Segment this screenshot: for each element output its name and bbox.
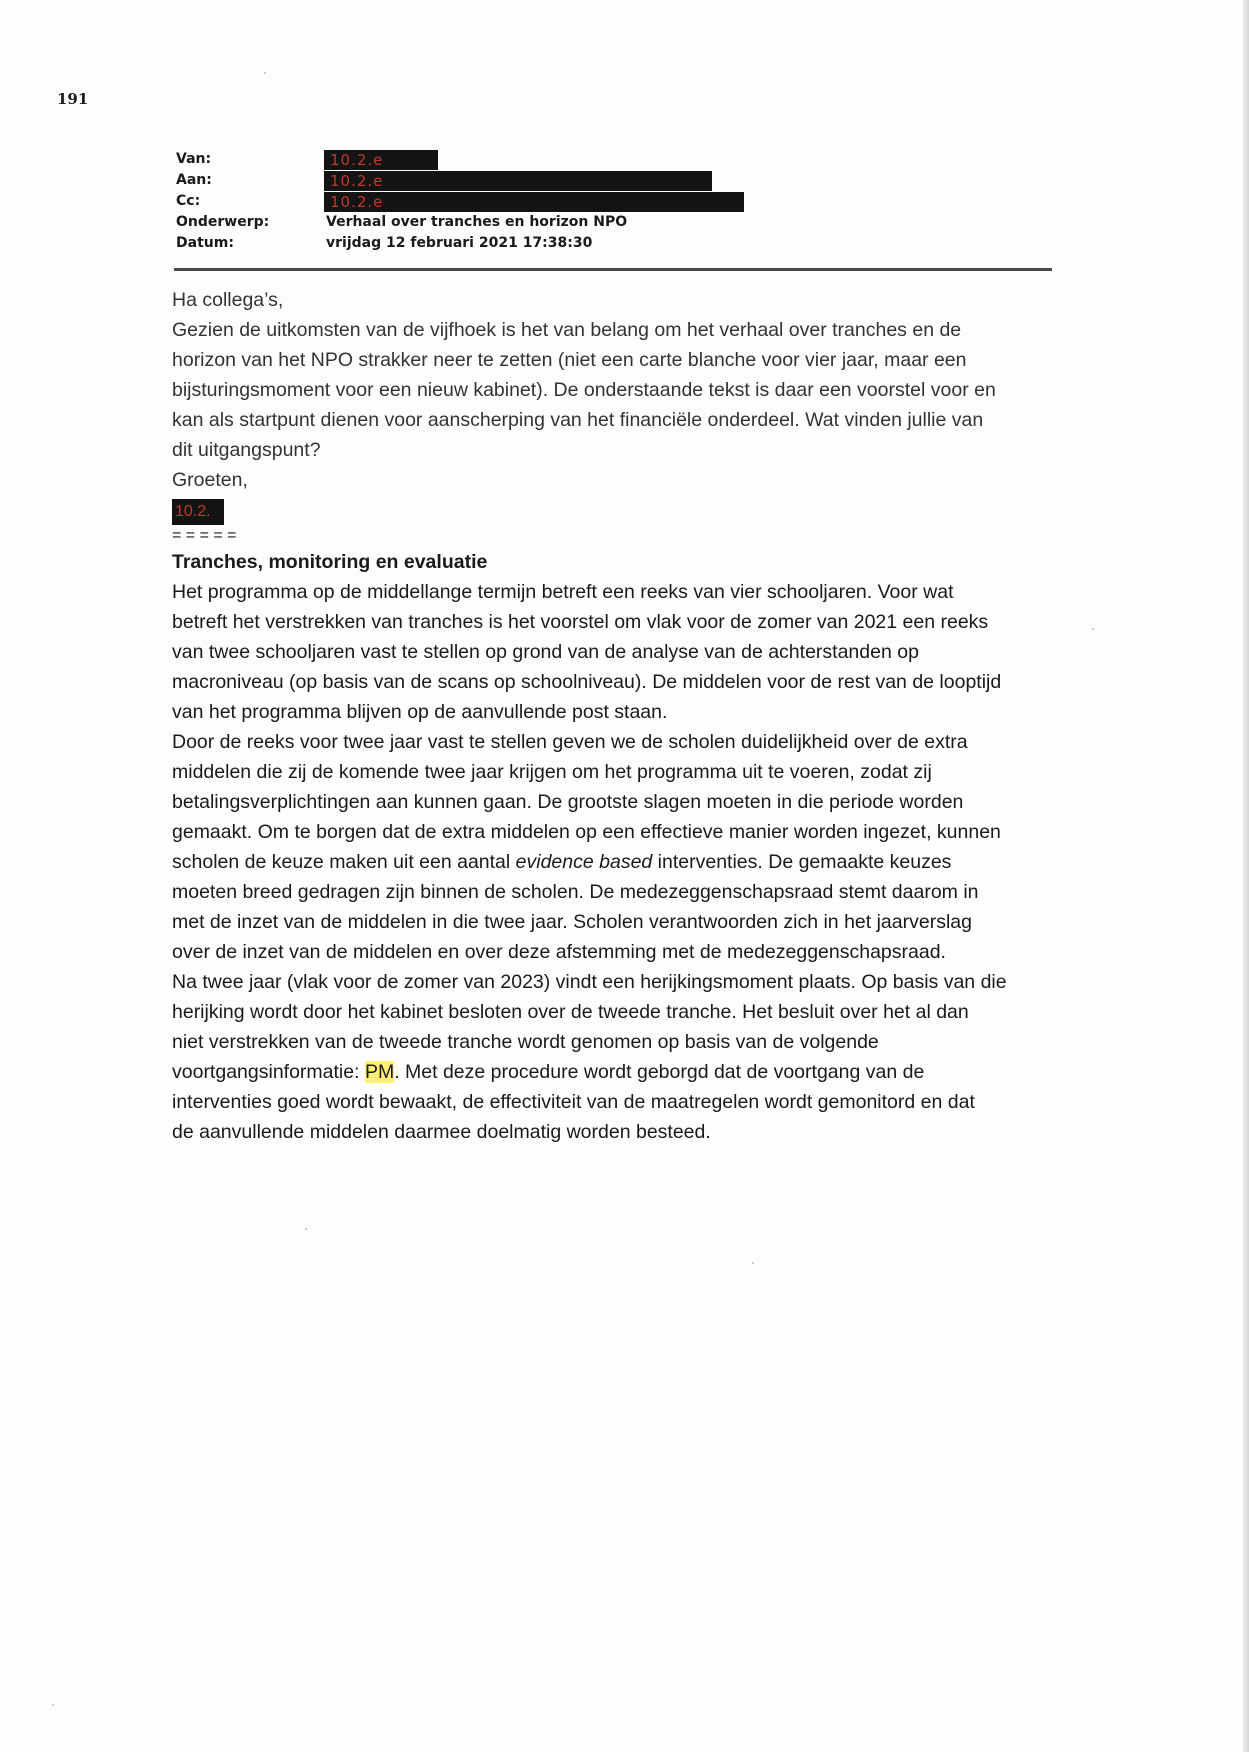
pm-highlight: PM — [364, 1061, 395, 1083]
intro-line: horizon van het NPO strakker neer te zetten (niet een carte blanche voor vier jaar, maar een — [172, 349, 967, 371]
p1-line: Het programma op de middellange termijn betreft een reeks van vier schooljaren. Voor wat — [172, 581, 954, 603]
p2-line-evidence — [172, 847, 1072, 877]
cc-redaction: 10.2.e — [324, 192, 744, 212]
p3-line: niet verstrekken van de tweede tranche wordt genomen op basis van de volgende — [172, 1031, 879, 1053]
scan-speck — [264, 72, 266, 74]
closing: Groeten, — [172, 469, 248, 491]
p2-line: gemaakt. Om te borgen dat de extra middelen op een effectieve manier worden ingezet, kunnen — [172, 821, 1001, 843]
separator: = = = = = — [172, 527, 237, 544]
p2-line: moeten breed gedragen zijn binnen de scholen. De medezeggenschapsraad stemt daarom in — [172, 881, 979, 903]
datum-value: vrijdag 12 februari 2021 17:38:30 — [326, 235, 593, 251]
p2-line5-post: interventies. De gemaakte keuzes — [652, 851, 952, 873]
header-row-cc — [176, 192, 1056, 213]
p1-line: van het programma blijven op de aanvullende post staan. — [172, 701, 668, 723]
p1-line: van twee schooljaren vast te stellen op grond van de analyse van de achterstanden op — [172, 641, 919, 663]
email-header — [176, 150, 1056, 255]
p2-line: Door de reeks voor twee jaar vast te stellen geven we de scholen duidelijkheid over de extra — [172, 731, 968, 753]
p2-line: over de inzet van de middelen en over deze afstemming met de medezeggenschapsraad. — [172, 941, 946, 963]
header-row-van — [176, 150, 1056, 171]
cc-label: Cc: — [176, 193, 201, 209]
evidence-based-emphasis: evidence based — [515, 851, 653, 873]
header-divider — [174, 268, 1052, 271]
intro-line: bijsturingsmoment voor een nieuw kabinet). De onderstaande tekst is daar een voorstel voor en — [172, 379, 996, 401]
scan-speck — [52, 1704, 54, 1706]
greeting: Ha collega’s, — [172, 289, 284, 311]
page-number: 191 — [57, 90, 89, 108]
p3-line4-pre: voortgangsinformatie: — [172, 1061, 365, 1083]
p2-line5-pre: scholen de keuze maken uit een aantal — [172, 851, 516, 873]
p2-line: middelen die zij de komende twee jaar krijgen om het programma uit te voeren, zodat zij — [172, 761, 932, 783]
p2-line: betalingsverplichtingen aan kunnen gaan. De grootste slagen moeten in die periode worden — [172, 791, 964, 813]
p1-line: betreft het verstrekken van tranches is het voorstel om vlak voor de zomer van 2021 een reeks — [172, 611, 989, 633]
scan-speck — [1092, 628, 1094, 630]
onderwerp-value: Verhaal over tranches en horizon NPO — [326, 214, 628, 230]
scan-speck — [752, 1262, 754, 1264]
p3-line4-post: . Met deze procedure wordt geborgd dat de voortgang van de — [394, 1061, 925, 1083]
p3-line-pm — [172, 1057, 1072, 1087]
scan-speck — [305, 1228, 307, 1230]
p1-line: macroniveau (op basis van de scans op schoolniveau). De middelen voor de rest van de looptijd — [172, 671, 1002, 693]
header-row-aan — [176, 171, 1056, 192]
aan-label: Aan: — [176, 172, 212, 188]
header-row-onderwerp — [176, 213, 1056, 234]
header-row-datum — [176, 234, 1056, 255]
intro-line: kan als startpunt dienen voor aanscherping van het financiële onderdeel. Wat vinden jullie van — [172, 409, 984, 431]
datum-label: Datum: — [176, 235, 234, 251]
aan-redaction: 10.2.e — [324, 171, 712, 191]
signature-line — [172, 495, 1072, 525]
van-label: Van: — [176, 151, 212, 167]
intro-line: Gezien de uitkomsten van de vijfhoek is het van belang om het verhaal over tranches en de — [172, 319, 962, 341]
signature-redaction: 10.2. — [172, 499, 224, 525]
page-edge-shadow — [1243, 0, 1249, 1752]
van-redaction: 10.2.e — [324, 150, 438, 170]
section-heading: Tranches, monitoring en evaluatie — [172, 551, 488, 573]
email-body — [172, 285, 1072, 1147]
p3-line: interventies goed wordt bewaakt, de effectiviteit van de maatregelen wordt gemonitord en dat — [172, 1091, 975, 1113]
p2-line: met de inzet van de middelen in die twee jaar. Scholen verantwoorden zich in het jaarverslag — [172, 911, 972, 933]
p3-line: de aanvullende middelen daarmee doelmatig worden besteed. — [172, 1121, 711, 1143]
intro-line: dit uitgangspunt? — [172, 439, 321, 461]
onderwerp-label: Onderwerp: — [176, 214, 270, 230]
p3-line: Na twee jaar (vlak voor de zomer van 2023) vindt een herijkingsmoment plaats. Op basis van die — [172, 971, 1007, 993]
p3-line: herijking wordt door het kabinet besloten over de tweede tranche. Het besluit over het al dan — [172, 1001, 969, 1023]
